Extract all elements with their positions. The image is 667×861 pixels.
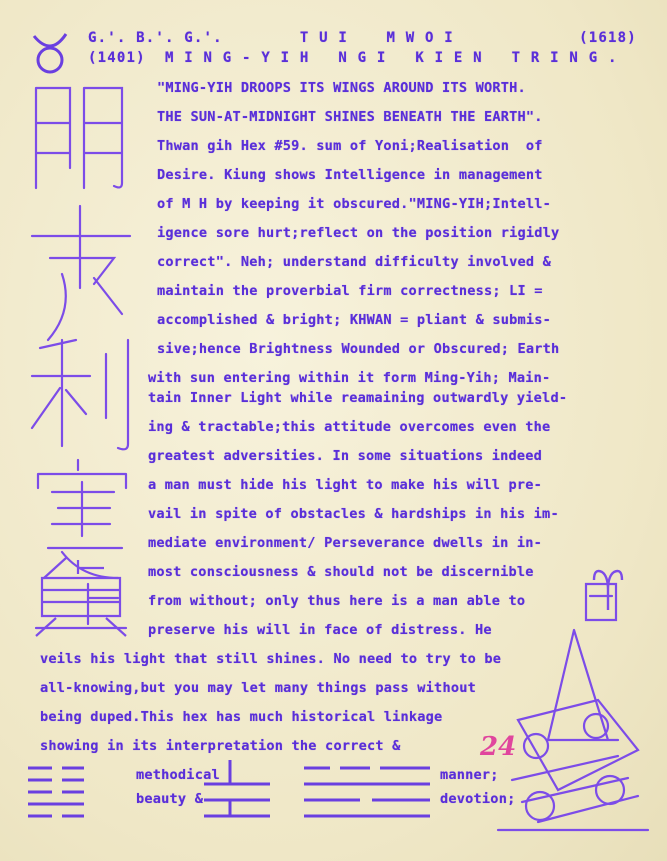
body-line-wide: being duped.This hex has much historical linkage [40,709,443,725]
page-number: 24 [480,732,517,762]
body-line: preserve his will in face of distress. He [148,622,492,638]
body-line: vail in spite of obstacles & hardships in his im- [148,506,559,522]
word-manner: manner; [440,767,499,783]
word-beauty: beauty & [136,791,204,807]
header-line-2: (1401) M I N G - Y I H N G I K I E N T R I N G . [88,50,618,66]
body-line: mediate environment/ Perseverance dwells in in- [148,535,543,551]
taurus-icon [30,30,70,82]
body-line: from without; only thus here is a man able to [148,593,526,609]
body-line-wide: showing in its interpretation the correct & [40,738,401,754]
body-line: sive;hence Brightness Wounded or Obscured; Earth [157,341,560,357]
trigram-lines-icon [24,760,144,834]
body-line: Desire. Kiung shows Intelligence in management [157,167,543,183]
body-line-wide: veils his light that still shines. No need to try to be [40,651,502,667]
body-line: tain Inner Light while reamaining outwardly yield- [148,390,568,406]
body-line: maintain the proverbial firm correctness; LI = [157,283,543,299]
body-line: THE SUN-AT-MIDNIGHT SHINES BENEATH THE EARTH". [157,109,543,125]
word-devotion: devotion; [440,791,516,807]
body-line-wide: all-knowing,but you may let many things pass without [40,680,476,696]
trigram-lines-icon [300,760,440,834]
body-line: accomplished & bright; KHWAN = pliant & submis- [157,312,552,328]
body-line: greatest adversities. In some situations indeed [148,448,543,464]
body-line: most consciousness & should not be discernible [148,564,534,580]
body-line: Thwan gih Hex #59. sum of Yoni;Realisation of [157,138,543,154]
body-line: with sun entering within it form Ming-Yih; Main- [148,370,551,386]
trigram-lines-icon [200,760,290,834]
word-methodical: methodical [136,767,220,783]
body-line: igence sore hurt;reflect on the position rigidly [157,225,560,241]
chinese-glyph-column [22,78,142,642]
body-line: correct". Neh; understand difficulty involved & [157,254,552,270]
zhen-glyph [26,560,136,644]
body-line: "MING-YIH DROOPS ITS WINGS AROUND ITS WORTH. [157,80,526,96]
header-line-1: G.'. B.'. G.'. T U I M W O I (1618) [88,30,637,46]
body-line: of M H by keeping it obscured."MING-YIH;Intell- [157,196,552,212]
body-line: ing & tractable;this attitude overcomes even the [148,419,551,435]
aries-icon [588,566,628,620]
body-line: a man must hide his light to make his will pre- [148,477,543,493]
